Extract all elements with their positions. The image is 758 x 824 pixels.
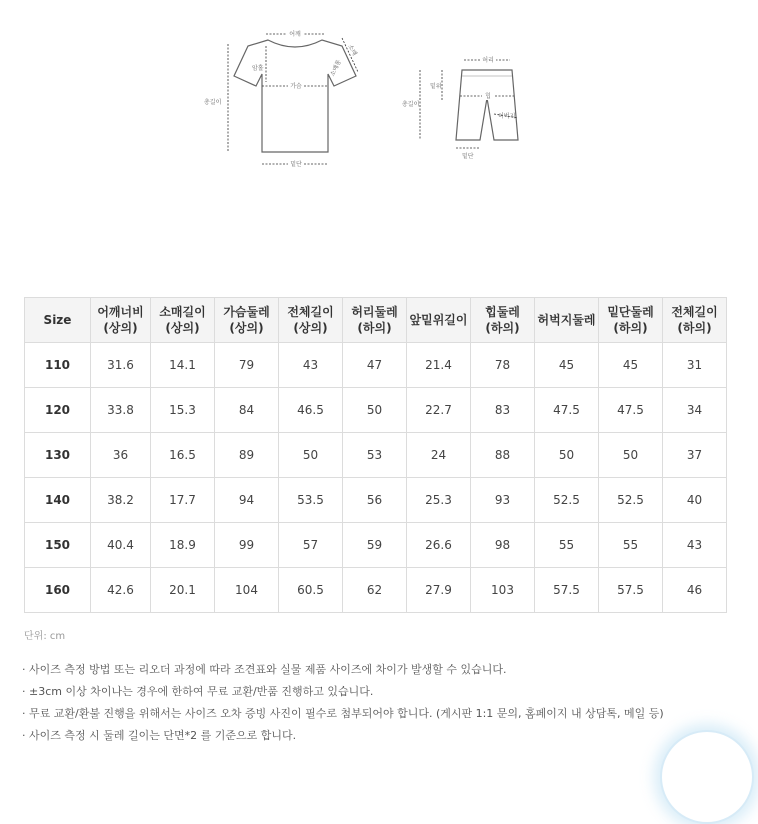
size-notes [22, 662, 664, 750]
table-cell: 24 [407, 433, 471, 478]
table-row [25, 388, 727, 433]
table-cell: 50 [599, 433, 663, 478]
table-cell: 40 [663, 478, 727, 523]
thigh-label: 허벅지 [498, 113, 516, 120]
column-header-sublabel: (하의) [613, 321, 648, 335]
column-header [407, 298, 471, 343]
table-row [25, 523, 727, 568]
column-header [471, 298, 535, 343]
column-header-sublabel: (상의) [229, 321, 264, 335]
tshirt-icon [200, 24, 370, 184]
hem-label-top: 밑단 [290, 161, 302, 168]
column-header-sublabel: (상의) [293, 321, 328, 335]
size-cell: 140 [25, 478, 91, 523]
column-header-label: 앞밑위길이 [409, 313, 468, 327]
column-header-label: Size [43, 313, 72, 327]
column-header [279, 298, 343, 343]
table-cell: 38.2 [91, 478, 151, 523]
column-header-label: 전체길이 [671, 305, 718, 319]
table-cell: 89 [215, 433, 279, 478]
table-cell: 27.9 [407, 568, 471, 613]
column-header-label: 전체길이 [287, 305, 334, 319]
table-cell: 37 [663, 433, 727, 478]
size-cell: 130 [25, 433, 91, 478]
table-cell: 43 [663, 523, 727, 568]
column-header [151, 298, 215, 343]
table-cell: 57.5 [535, 568, 599, 613]
table-cell: 78 [471, 343, 535, 388]
table-cell: 31 [663, 343, 727, 388]
table-row [25, 433, 727, 478]
column-header-sublabel: (상의) [103, 321, 138, 335]
table-cell: 47.5 [599, 388, 663, 433]
table-cell: 18.9 [151, 523, 215, 568]
table-cell: 55 [535, 523, 599, 568]
hip-label: 힙 [485, 93, 491, 100]
table-cell: 46.5 [279, 388, 343, 433]
column-header-sublabel: (상의) [165, 321, 200, 335]
floating-chat-button[interactable] [660, 730, 754, 824]
table-cell: 88 [471, 433, 535, 478]
column-header [663, 298, 727, 343]
size-cell: 120 [25, 388, 91, 433]
table-cell: 45 [599, 343, 663, 388]
column-header-label: 어깨너비 [97, 305, 144, 319]
column-header-label: 힙둘레 [485, 305, 520, 319]
chest-label: 가슴 [290, 83, 302, 90]
column-header [535, 298, 599, 343]
table-cell: 94 [215, 478, 279, 523]
table-cell: 36 [91, 433, 151, 478]
table-cell: 20.1 [151, 568, 215, 613]
table-cell: 15.3 [151, 388, 215, 433]
column-header-label: 허리둘레 [351, 305, 398, 319]
waist-label: 허리 [482, 57, 494, 64]
table-cell: 52.5 [535, 478, 599, 523]
size-cell: 150 [25, 523, 91, 568]
table-cell: 14.1 [151, 343, 215, 388]
note-item: · 사이즈 측정 시 둘레 길이는 단면*2 를 기준으로 합니다. [22, 729, 297, 742]
note-item: · 무료 교환/환불 진행을 위해서는 사이즈 오차 증빙 사진이 필수로 첨부되어야 합니다. (게시판 1:1 문의, 홈페이지 내 상담톡, 메일 등) [22, 707, 664, 720]
table-cell: 42.6 [91, 568, 151, 613]
table-row [25, 478, 727, 523]
table-cell: 53.5 [279, 478, 343, 523]
table-cell: 59 [343, 523, 407, 568]
table-cell: 33.8 [91, 388, 151, 433]
table-cell: 53 [343, 433, 407, 478]
column-header-sublabel: (하의) [485, 321, 520, 335]
table-cell: 31.6 [91, 343, 151, 388]
table-cell: 93 [471, 478, 535, 523]
unit-label: 단위: cm [24, 631, 66, 642]
shoulder-label: 어깨 [289, 31, 301, 38]
table-cell: 50 [343, 388, 407, 433]
table-cell: 40.4 [91, 523, 151, 568]
table-cell: 17.7 [151, 478, 215, 523]
table-cell: 34 [663, 388, 727, 433]
table-cell: 57 [279, 523, 343, 568]
table-cell: 43 [279, 343, 343, 388]
size-cell: 160 [25, 568, 91, 613]
table-cell: 84 [215, 388, 279, 433]
table-cell: 21.4 [407, 343, 471, 388]
column-header-label: 밑단둘레 [607, 305, 654, 319]
size-cell: 110 [25, 343, 91, 388]
column-header-sublabel: (하의) [357, 321, 392, 335]
table-cell: 16.5 [151, 433, 215, 478]
column-header [215, 298, 279, 343]
column-header-sublabel: (하의) [677, 321, 712, 335]
table-cell: 98 [471, 523, 535, 568]
table-cell: 50 [279, 433, 343, 478]
table-cell: 47.5 [535, 388, 599, 433]
table-cell: 26.6 [407, 523, 471, 568]
sleeve-label: 소매 [346, 43, 359, 58]
table-cell: 52.5 [599, 478, 663, 523]
armhole-label: 암홀 [252, 65, 264, 72]
column-header [343, 298, 407, 343]
size-table [24, 297, 727, 613]
table-cell: 83 [471, 388, 535, 433]
length-label-bottom: 총길이 [402, 101, 420, 108]
column-header [599, 298, 663, 343]
column-header [25, 298, 91, 343]
table-cell: 46 [663, 568, 727, 613]
note-item: · ±3cm 이상 차이나는 경우에 한하여 무료 교환/반품 진행하고 있습니다. [22, 685, 374, 698]
table-cell: 60.5 [279, 568, 343, 613]
column-header-label: 허벅지둘레 [537, 313, 596, 327]
table-cell: 104 [215, 568, 279, 613]
sleeve-cuff-label: 소매통 [329, 58, 343, 78]
rise-label: 밑위 [430, 83, 442, 90]
table-cell: 22.7 [407, 388, 471, 433]
table-cell: 56 [343, 478, 407, 523]
table-cell: 99 [215, 523, 279, 568]
length-label-top: 총길이 [204, 99, 222, 106]
size-diagrams [0, 0, 758, 200]
table-cell: 25.3 [407, 478, 471, 523]
note-item: · 사이즈 측정 방법 또는 리오더 과정에 따라 조견표와 실물 제품 사이즈에 차이가 발생할 수 있습니다. [22, 663, 507, 676]
column-header-label: 소매길이 [159, 305, 206, 319]
table-row [25, 343, 727, 388]
shorts-icon [402, 44, 552, 164]
table-cell: 50 [535, 433, 599, 478]
column-header [91, 298, 151, 343]
table-cell: 47 [343, 343, 407, 388]
table-cell: 45 [535, 343, 599, 388]
table-cell: 55 [599, 523, 663, 568]
column-header-label: 가슴둘레 [223, 305, 270, 319]
table-cell: 103 [471, 568, 535, 613]
table-header-row [25, 298, 727, 343]
table-cell: 57.5 [599, 568, 663, 613]
table-row [25, 568, 727, 613]
table-cell: 79 [215, 343, 279, 388]
table-cell: 62 [343, 568, 407, 613]
table-body [25, 343, 727, 613]
hem-label-bottom: 밑단 [462, 153, 474, 160]
